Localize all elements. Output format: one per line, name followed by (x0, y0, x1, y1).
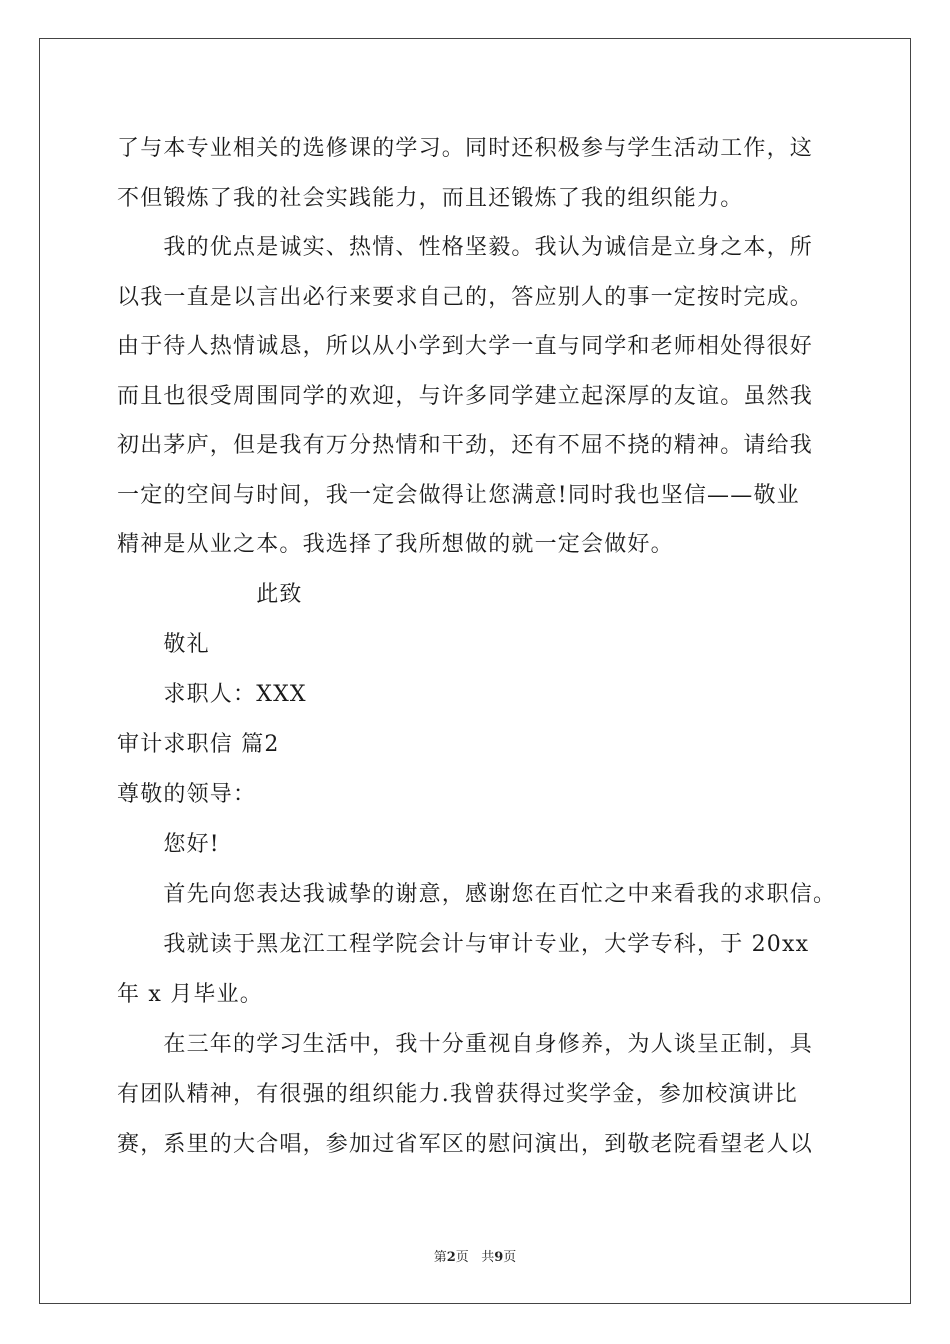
footer-total-number: 9 (494, 1250, 504, 1265)
text-line: 了与本专业相关的选修课的学习。同时还积极参与学生活动工作，这 (117, 136, 814, 161)
text-line: 精神是从业之本。我选择了我所想做的就一定会做好。 (117, 532, 674, 557)
page-frame (39, 38, 911, 1304)
text-line: 首先向您表达我诚挚的谢意，感谢您在百忙之中来看我的求职信。 (117, 882, 837, 907)
text-line: 我就读于黑龙江工程学院会计与审计专业，大学专科，于 20xx (117, 932, 810, 957)
text-line: 有团队精神，有很强的组织能力.我曾获得过奖学金，参加校演讲比 (117, 1082, 798, 1107)
text-line: 年 x 月毕业。 (117, 982, 263, 1007)
text-line: 而且也很受周围同学的欢迎，与许多同学建立起深厚的友谊。虽然我 (117, 384, 814, 409)
text-line: 赛，系里的大合唱，参加过省军区的慰问演出，到敬老院看望老人以 (117, 1132, 814, 1157)
text-line: 以我一直是以言出必行来要求自己的，答应别人的事一定按时完成。 (117, 285, 814, 310)
text-line: 一定的空间与时间，我一定会做得让您满意!同时我也坚信——敬业 (117, 483, 800, 508)
salutation-closing: 此致 (117, 582, 303, 607)
text-line: 我的优点是诚实、热情、性格坚毅。我认为诚信是立身之本，所 (117, 235, 814, 260)
text-line: 您好! (117, 832, 220, 857)
footer-total-label: 共 (481, 1250, 495, 1265)
footer-page-label: 第 (433, 1250, 447, 1265)
text-line: 由于待人热情诚恳，所以从小学到大学一直与同学和老师相处得很好 (117, 334, 814, 359)
footer-page-number: 2 (446, 1250, 456, 1265)
page-footer (0, 1246, 950, 1265)
salutation-regards: 敬礼 (117, 632, 210, 657)
section-heading: 审计求职信 篇2 (117, 732, 280, 757)
text-line: 不但锻炼了我的社会实践能力，而且还锻炼了我的组织能力。 (117, 186, 744, 211)
letter-greeting: 尊敬的领导： (117, 782, 257, 807)
text-line: 初出茅庐，但是我有万分热情和干劲，还有不屈不挠的精神。请给我 (117, 433, 814, 458)
footer-total-unit: 页 (503, 1250, 517, 1265)
text-line: 在三年的学习生活中，我十分重视自身修养，为人谈呈正制，具 (117, 1032, 814, 1057)
footer-page-unit: 页 (455, 1250, 469, 1265)
applicant-signature: 求职人：XXX (117, 682, 307, 707)
